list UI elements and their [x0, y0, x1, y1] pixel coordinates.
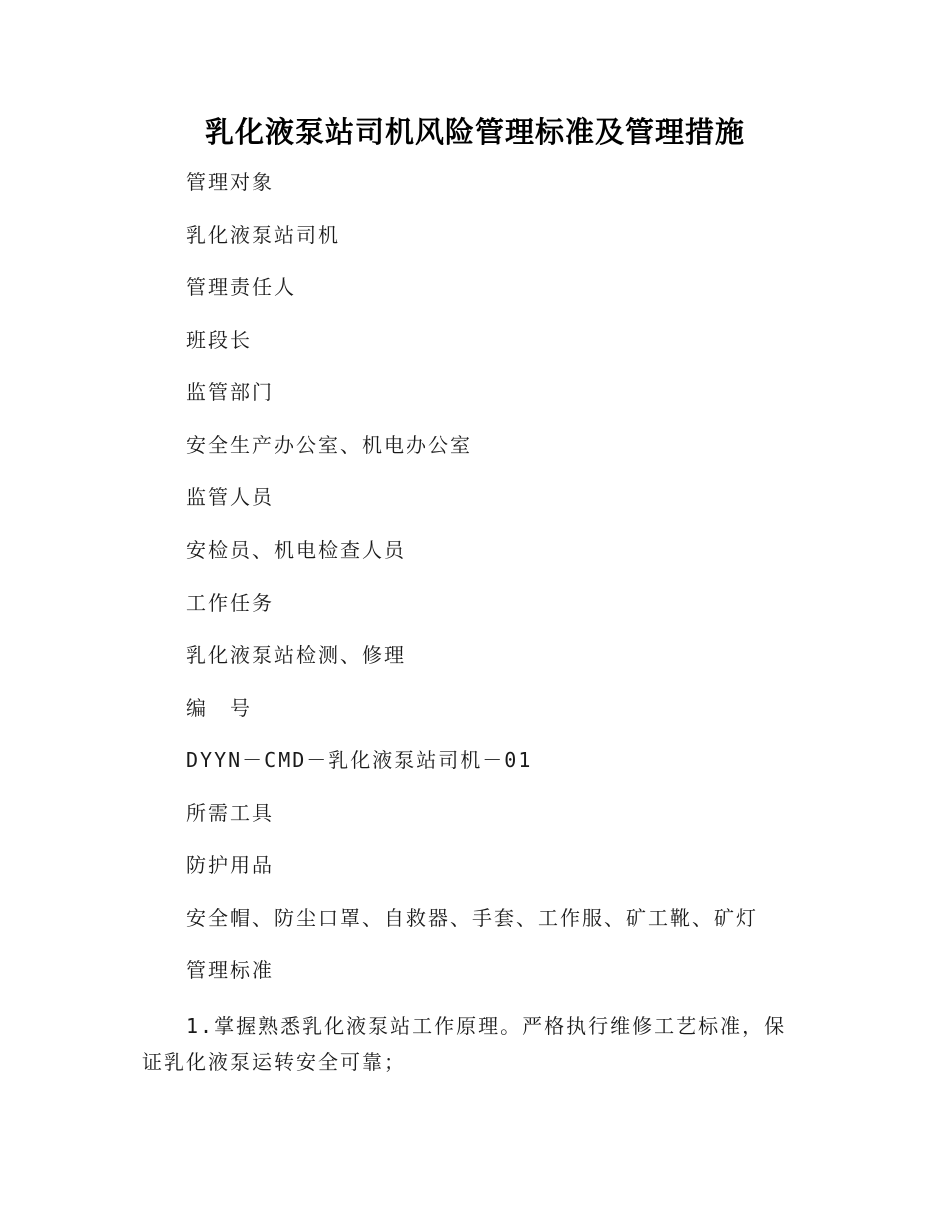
label-work-task: 工作任务: [186, 591, 274, 615]
label-number: 编 号: [186, 696, 252, 720]
label-supervisors: 监管人员: [186, 485, 274, 509]
value-work-task: 乳化液泵站检测、修理: [186, 643, 406, 667]
label-management-object: 管理对象: [186, 170, 274, 194]
label-protective-equipment: 防护用品: [186, 853, 274, 877]
label-management-standard: 管理标准: [186, 958, 274, 982]
label-required-tools: 所需工具: [186, 801, 274, 825]
standard-paragraph-1: 1.掌握熟悉乳化液泵站工作原理。严格执行维修工艺标准，保证乳化液泵运转安全可靠；: [142, 1014, 787, 1074]
label-responsible-person: 管理责任人: [186, 275, 296, 299]
value-number: DYYN－CMD－乳化液泵站司机－01: [186, 748, 533, 772]
value-supervising-department: 安全生产办公室、机电办公室: [186, 433, 472, 457]
value-management-object: 乳化液泵站司机: [186, 223, 340, 247]
document-title: 乳化液泵站司机风险管理标准及管理措施: [204, 115, 745, 149]
value-supervisors: 安检员、机电检查人员: [186, 538, 406, 562]
label-supervising-department: 监管部门: [186, 380, 274, 404]
value-protective-equipment: 安全帽、防尘口罩、自救器、手套、工作服、矿工靴、矿灯: [186, 906, 758, 930]
value-responsible-person: 班段长: [186, 328, 252, 352]
